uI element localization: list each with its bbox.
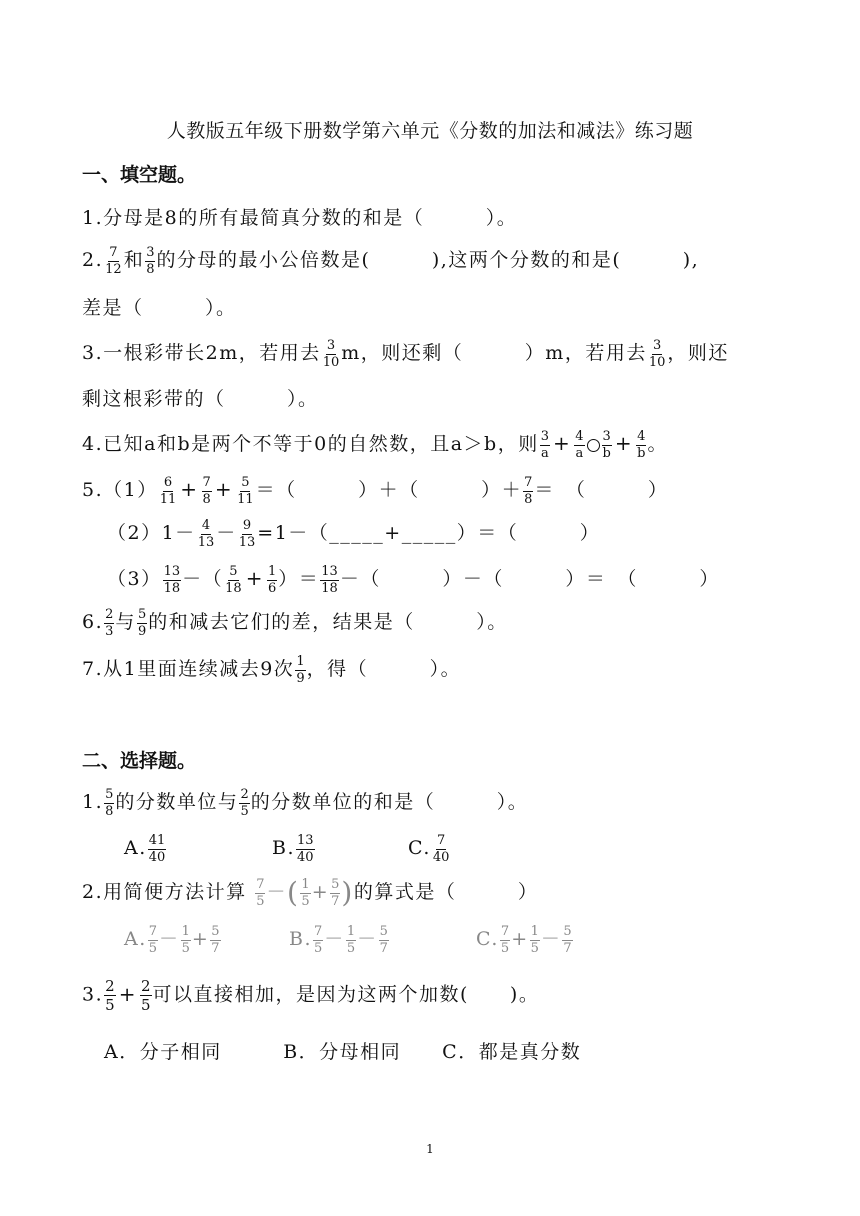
q4-text: 4.已知a和b是两个不等于0的自然数，且a＞b，则 [82, 433, 539, 455]
choice-question-3 [82, 978, 539, 1013]
q3-text-2: m，则还剩（ ）m，若用去 [341, 342, 647, 364]
q6-with: 与 [115, 611, 136, 633]
q2-and: 和 [123, 249, 145, 271]
c1-option-a[interactable]: A. $\frac{41}{40}$ [124, 832, 166, 865]
q5-3-text: －（ ）－（ ）＝ （ ） [339, 568, 720, 590]
c2-option-b[interactable]: B. $\frac{7}{5}$ － $\frac{1}{5}$ － $\frac{5}{7}$ [289, 923, 388, 956]
q3-text-3: ，则还 [667, 342, 729, 364]
fraction: $\frac{5}{11}$ [237, 474, 254, 507]
fraction: $\frac{4}{b}$ [637, 428, 646, 461]
fraction: $\frac{1}{6}$ [267, 563, 277, 596]
fraction: $\frac{13}{18}$ [163, 563, 181, 596]
fraction: $\frac{5}{18}$ [225, 563, 242, 596]
fraction: $\frac{1}{5}$ [301, 876, 310, 909]
fraction: $\frac{2}{3}$ [105, 606, 114, 639]
plus-sign: + [118, 981, 137, 1006]
q5-label-2: （2） [107, 522, 162, 544]
fraction: $\frac{1}{9}$ [296, 653, 305, 686]
fraction: $\frac{41}{40}$ [148, 832, 166, 865]
q7-end: ，得（ ）。 [306, 658, 462, 680]
plus-sign: + [245, 566, 264, 590]
fraction: $\frac{3}{10}$ [648, 337, 666, 370]
q5-1-end: ＝ （ ） [534, 479, 669, 501]
q5-3-mid: ）＝ [278, 568, 320, 590]
question-5-part-2 [107, 518, 600, 550]
compare-circle-icon [587, 439, 600, 452]
fraction: $\frac{3}{b}$ [602, 428, 611, 461]
fraction: $\frac{3}{10}$ [322, 337, 340, 370]
fraction: $\frac{1}{5}$ [346, 923, 356, 956]
fraction: $\frac{1}{5}$ [530, 923, 539, 956]
question-3-line2: 剩这根彩带的（ ）。 [82, 388, 319, 410]
fraction: $\frac{7}{5}$ [314, 923, 323, 956]
c1-option-c[interactable]: C. $\frac{7}{40}$ [408, 832, 450, 865]
fraction: $\frac{5}{7}$ [563, 923, 572, 956]
page-number: 1 [426, 1142, 434, 1156]
fraction: $\frac{7}{12}$ [105, 244, 122, 277]
q2-text: 的分母的最小公倍数是( ),这两个分数的和是( ), [156, 249, 700, 271]
choice-question-2 [82, 877, 538, 909]
q5-label-3: （3） [107, 568, 162, 590]
fraction: $\frac{2}{5}$ [140, 977, 151, 1014]
open-paren-icon: ( [286, 876, 300, 909]
minus-sign: － [216, 522, 237, 544]
fraction: $\frac{2}{5}$ [240, 786, 249, 819]
c1-text: 的分数单位的和是（ ）。 [250, 791, 529, 813]
q7-text: 7.从1里面连续减去9次 [82, 658, 295, 680]
q4-end: 。 [647, 433, 668, 455]
q3-text-1: 3.一根彩带长2m，若用去 [82, 342, 321, 364]
choice-question-1 [82, 787, 528, 819]
page-title: 人教版五年级下册数学第六单元《分数的加法和减法》练习题 [166, 120, 694, 142]
plus-sign: + [214, 477, 234, 501]
fraction: $\frac{5}{7}$ [211, 923, 220, 956]
question-4 [82, 428, 668, 461]
q5-3-open: －（ [182, 568, 224, 590]
fraction: $\frac{7}{5}$ [500, 923, 510, 956]
q6-text: 的和减去它们的差，结果是（ ）。 [148, 611, 508, 633]
plus-sign: + [552, 431, 572, 455]
c1-option-b[interactable]: B. $\frac{13}{40}$ [272, 832, 314, 865]
fraction: $\frac{5}{9}$ [137, 606, 147, 639]
c2-end: 的算式是（ ） [353, 881, 539, 903]
question-5-part-1 [82, 474, 668, 507]
q5-1-text: ＝（ ）＋（ ）＋ [255, 479, 523, 501]
q2-prefix: 2. [82, 249, 104, 271]
question-3 [82, 338, 729, 370]
fraction: $\frac{5}{7}$ [379, 923, 388, 956]
fraction: $\frac{3}{a}$ [540, 428, 549, 461]
q5-2-one: 1－ [161, 522, 196, 544]
c2-text: 2.用简便方法计算 [82, 881, 247, 903]
q5-label: 5.（1） [82, 479, 158, 501]
plus-sign: + [614, 431, 634, 455]
plus-sign: + [180, 477, 199, 501]
fraction: $\frac{1}{5}$ [181, 923, 190, 956]
q6-prefix: 6. [82, 611, 104, 633]
c1-mid: 的分数单位与 [115, 791, 239, 813]
fraction: $\frac{6}{11}$ [159, 474, 177, 507]
minus-sign: － [266, 881, 287, 903]
question-1: 1.分母是8的所有最简真分数的和是（ ）。 [82, 207, 518, 229]
fraction: $\frac{3}{8}$ [146, 244, 155, 277]
fraction: $\frac{4}{a}$ [575, 428, 584, 461]
fraction: $\frac{7}{5}$ [148, 923, 158, 956]
close-paren-icon: ) [341, 876, 354, 909]
c2-option-c[interactable]: C. $\frac{7}{5}$ + $\frac{1}{5}$ － $\frac{5}{7}$ [476, 923, 572, 956]
fraction: $\frac{4}{13}$ [197, 517, 215, 550]
question-2 [82, 245, 699, 277]
fraction: $\frac{7}{8}$ [524, 474, 533, 507]
fraction: $\frac{5}{8}$ [105, 786, 114, 819]
fraction: $\frac{9}{13}$ [238, 517, 256, 550]
c2-option-a[interactable]: A. $\frac{7}{5}$ － $\frac{1}{5}$ + $\frac{5}{7}$ [124, 923, 220, 956]
fraction: $\frac{13}{18}$ [321, 563, 338, 596]
c3-text: 可以直接相加，是因为这两个加数( )。 [152, 983, 540, 1006]
c3-options[interactable]: A．分子相同 B．分母相同 C．都是真分数 [104, 1041, 582, 1063]
q5-2-text: =1－（_____+_____）＝（ ） [257, 522, 601, 544]
section-heading-fill-blank: 一、填空题。 [82, 164, 197, 186]
question-2-line2: 差是（ ）。 [82, 297, 237, 319]
plus-sign: + [311, 881, 330, 903]
question-5-part-3 [107, 563, 720, 596]
fraction: $\frac{13}{40}$ [297, 832, 314, 865]
fraction: $\frac{5}{7}$ [331, 876, 340, 909]
fraction: $\frac{2}{5}$ [105, 977, 115, 1014]
section-heading-multiple-choice: 二、选择题。 [82, 750, 197, 772]
fraction: $\frac{7}{8}$ [202, 474, 211, 507]
fraction: $\frac{7}{5}$ [256, 876, 265, 909]
question-7 [82, 654, 461, 686]
c1-prefix: 1. [82, 791, 104, 813]
c3-prefix: 3. [82, 983, 104, 1006]
question-6 [82, 607, 508, 639]
fraction: $\frac{7}{40}$ [432, 832, 450, 865]
